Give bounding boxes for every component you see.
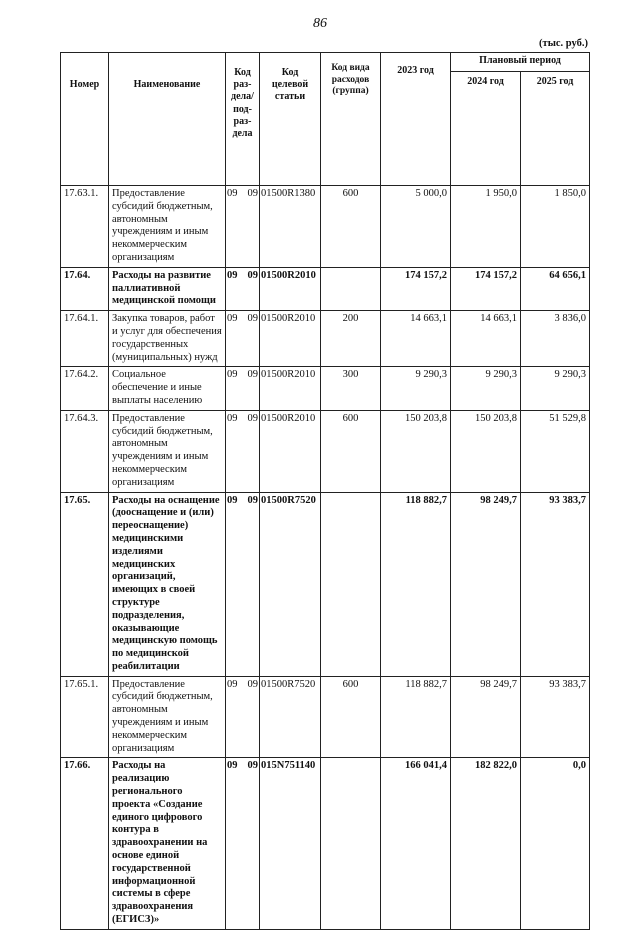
row-number: 17.65.1. — [61, 676, 109, 758]
row-target-code: 01500R7520 — [260, 676, 321, 758]
row-value-2024: 174 157,2 — [451, 267, 521, 310]
row-value-2024: 182 822,0 — [451, 758, 521, 929]
row-value-2025: 0,0 — [521, 758, 590, 929]
row-value-2025: 64 656,1 — [521, 267, 590, 310]
row-value-2025: 3 836,0 — [521, 311, 590, 367]
row-value-2024: 14 663,1 — [451, 311, 521, 367]
row-number: 17.64.1. — [61, 311, 109, 367]
row-subsection-part: 09 — [247, 678, 258, 690]
row-section-part: 09 — [227, 269, 238, 281]
row-target-code: 01500R2010 — [260, 410, 321, 492]
row-subsection-part: 09 — [247, 412, 258, 424]
row-expense-type — [321, 758, 381, 929]
header-2023: 2023 год — [381, 53, 451, 186]
row-value-2025: 93 383,7 — [521, 676, 590, 758]
table-row — [61, 410, 590, 492]
row-name: Расходы на оснащение (дооснащение и (или) переоснащение) медицинскими изделиями медицинских организаций, имеющих в своей структуре подразделения, оказывающие медицинскую помощь по медицинской реабилитации — [109, 492, 226, 676]
table-row — [61, 758, 590, 929]
table-row — [61, 186, 590, 268]
row-section — [226, 311, 260, 367]
row-number: 17.64.2. — [61, 367, 109, 410]
header-type: Код вида расходов (группа) — [321, 53, 381, 186]
row-section — [226, 492, 260, 676]
row-expense-type — [321, 492, 381, 676]
row-value-2023: 118 882,7 — [381, 492, 451, 676]
row-name: Закупка товаров, работ и услуг для обеспечения государственных (муниципальных) нужд — [109, 311, 226, 367]
row-subsection-part: 09 — [247, 269, 258, 281]
row-section-part: 09 — [227, 313, 238, 325]
row-name: Расходы на реализацию регионального проекта «Создание единого цифрового контура в здравоохранении на основе единой государственной информационной системы в сфере здравоохранения (ЕГИСЗ)» — [109, 758, 226, 929]
row-value-2024: 1 950,0 — [451, 186, 521, 268]
row-name: Социальное обеспечение и иные выплаты населению — [109, 367, 226, 410]
row-expense-type: 600 — [321, 676, 381, 758]
row-expense-type: 600 — [321, 410, 381, 492]
units-label: (тыс. руб.) — [539, 38, 588, 49]
row-section — [226, 186, 260, 268]
header-number: Номер — [61, 53, 109, 186]
page-number: 86 — [313, 16, 327, 31]
row-value-2023: 150 203,8 — [381, 410, 451, 492]
row-number: 17.65. — [61, 492, 109, 676]
row-name: Предоставление субсидий бюджетным, автономным учреждениям и иным некоммерческим организациям — [109, 410, 226, 492]
row-target-code: 01500R1380 — [260, 186, 321, 268]
table-row — [61, 492, 590, 676]
row-target-code: 01500R2010 — [260, 367, 321, 410]
header-2024: 2024 год — [451, 72, 521, 186]
row-subsection-part: 09 — [247, 760, 258, 772]
row-value-2024: 9 290,3 — [451, 367, 521, 410]
row-value-2024: 98 249,7 — [451, 492, 521, 676]
row-section-part: 09 — [227, 494, 238, 506]
row-value-2024: 98 249,7 — [451, 676, 521, 758]
row-section-part: 09 — [227, 678, 238, 690]
row-subsection-part: 09 — [247, 494, 258, 506]
row-value-2023: 9 290,3 — [381, 367, 451, 410]
row-number: 17.64. — [61, 267, 109, 310]
row-target-code: 01500R2010 — [260, 267, 321, 310]
row-subsection-part: 09 — [247, 313, 258, 325]
table-row — [61, 311, 590, 367]
row-section — [226, 676, 260, 758]
header-target: Код целевой статьи — [260, 53, 321, 186]
table-row — [61, 367, 590, 410]
row-value-2023: 14 663,1 — [381, 311, 451, 367]
row-section — [226, 410, 260, 492]
row-value-2025: 1 850,0 — [521, 186, 590, 268]
header-2025: 2025 год — [521, 72, 590, 186]
row-subsection-part: 09 — [247, 369, 258, 381]
row-number: 17.66. — [61, 758, 109, 929]
row-section — [226, 267, 260, 310]
row-section-part: 09 — [227, 369, 238, 381]
row-target-code: 015N751140 — [260, 758, 321, 929]
row-value-2023: 5 000,0 — [381, 186, 451, 268]
row-value-2023: 166 041,4 — [381, 758, 451, 929]
row-value-2023: 174 157,2 — [381, 267, 451, 310]
header-plan-period: Плановый период — [451, 53, 590, 72]
row-value-2025: 93 383,7 — [521, 492, 590, 676]
row-expense-type: 600 — [321, 186, 381, 268]
budget-table — [60, 52, 590, 930]
row-number: 17.63.1. — [61, 186, 109, 268]
row-value-2024: 150 203,8 — [451, 410, 521, 492]
row-name: Предоставление субсидий бюджетным, автономным учреждениям и иным некоммерческим организациям — [109, 186, 226, 268]
row-section-part: 09 — [227, 188, 238, 199]
row-section-part: 09 — [227, 760, 238, 772]
row-target-code: 01500R7520 — [260, 492, 321, 676]
row-name: Предоставление субсидий бюджетным, автономным учреждениям и иным некоммерческим организациям — [109, 676, 226, 758]
row-name: Расходы на развитие паллиативной медицинской помощи — [109, 267, 226, 310]
table-row — [61, 267, 590, 310]
header-section: Код раз-дела/ под-раз-дела — [226, 53, 260, 186]
row-value-2025: 9 290,3 — [521, 367, 590, 410]
row-value-2025: 51 529,8 — [521, 410, 590, 492]
row-value-2023: 118 882,7 — [381, 676, 451, 758]
row-section — [226, 758, 260, 929]
row-target-code: 01500R2010 — [260, 311, 321, 367]
row-expense-type: 200 — [321, 311, 381, 367]
row-expense-type: 300 — [321, 367, 381, 410]
table-row — [61, 676, 590, 758]
row-section — [226, 367, 260, 410]
header-name: Наименование — [109, 53, 226, 186]
row-expense-type — [321, 267, 381, 310]
row-number: 17.64.3. — [61, 410, 109, 492]
row-section-part: 09 — [227, 412, 238, 424]
row-subsection-part: 09 — [247, 188, 258, 199]
